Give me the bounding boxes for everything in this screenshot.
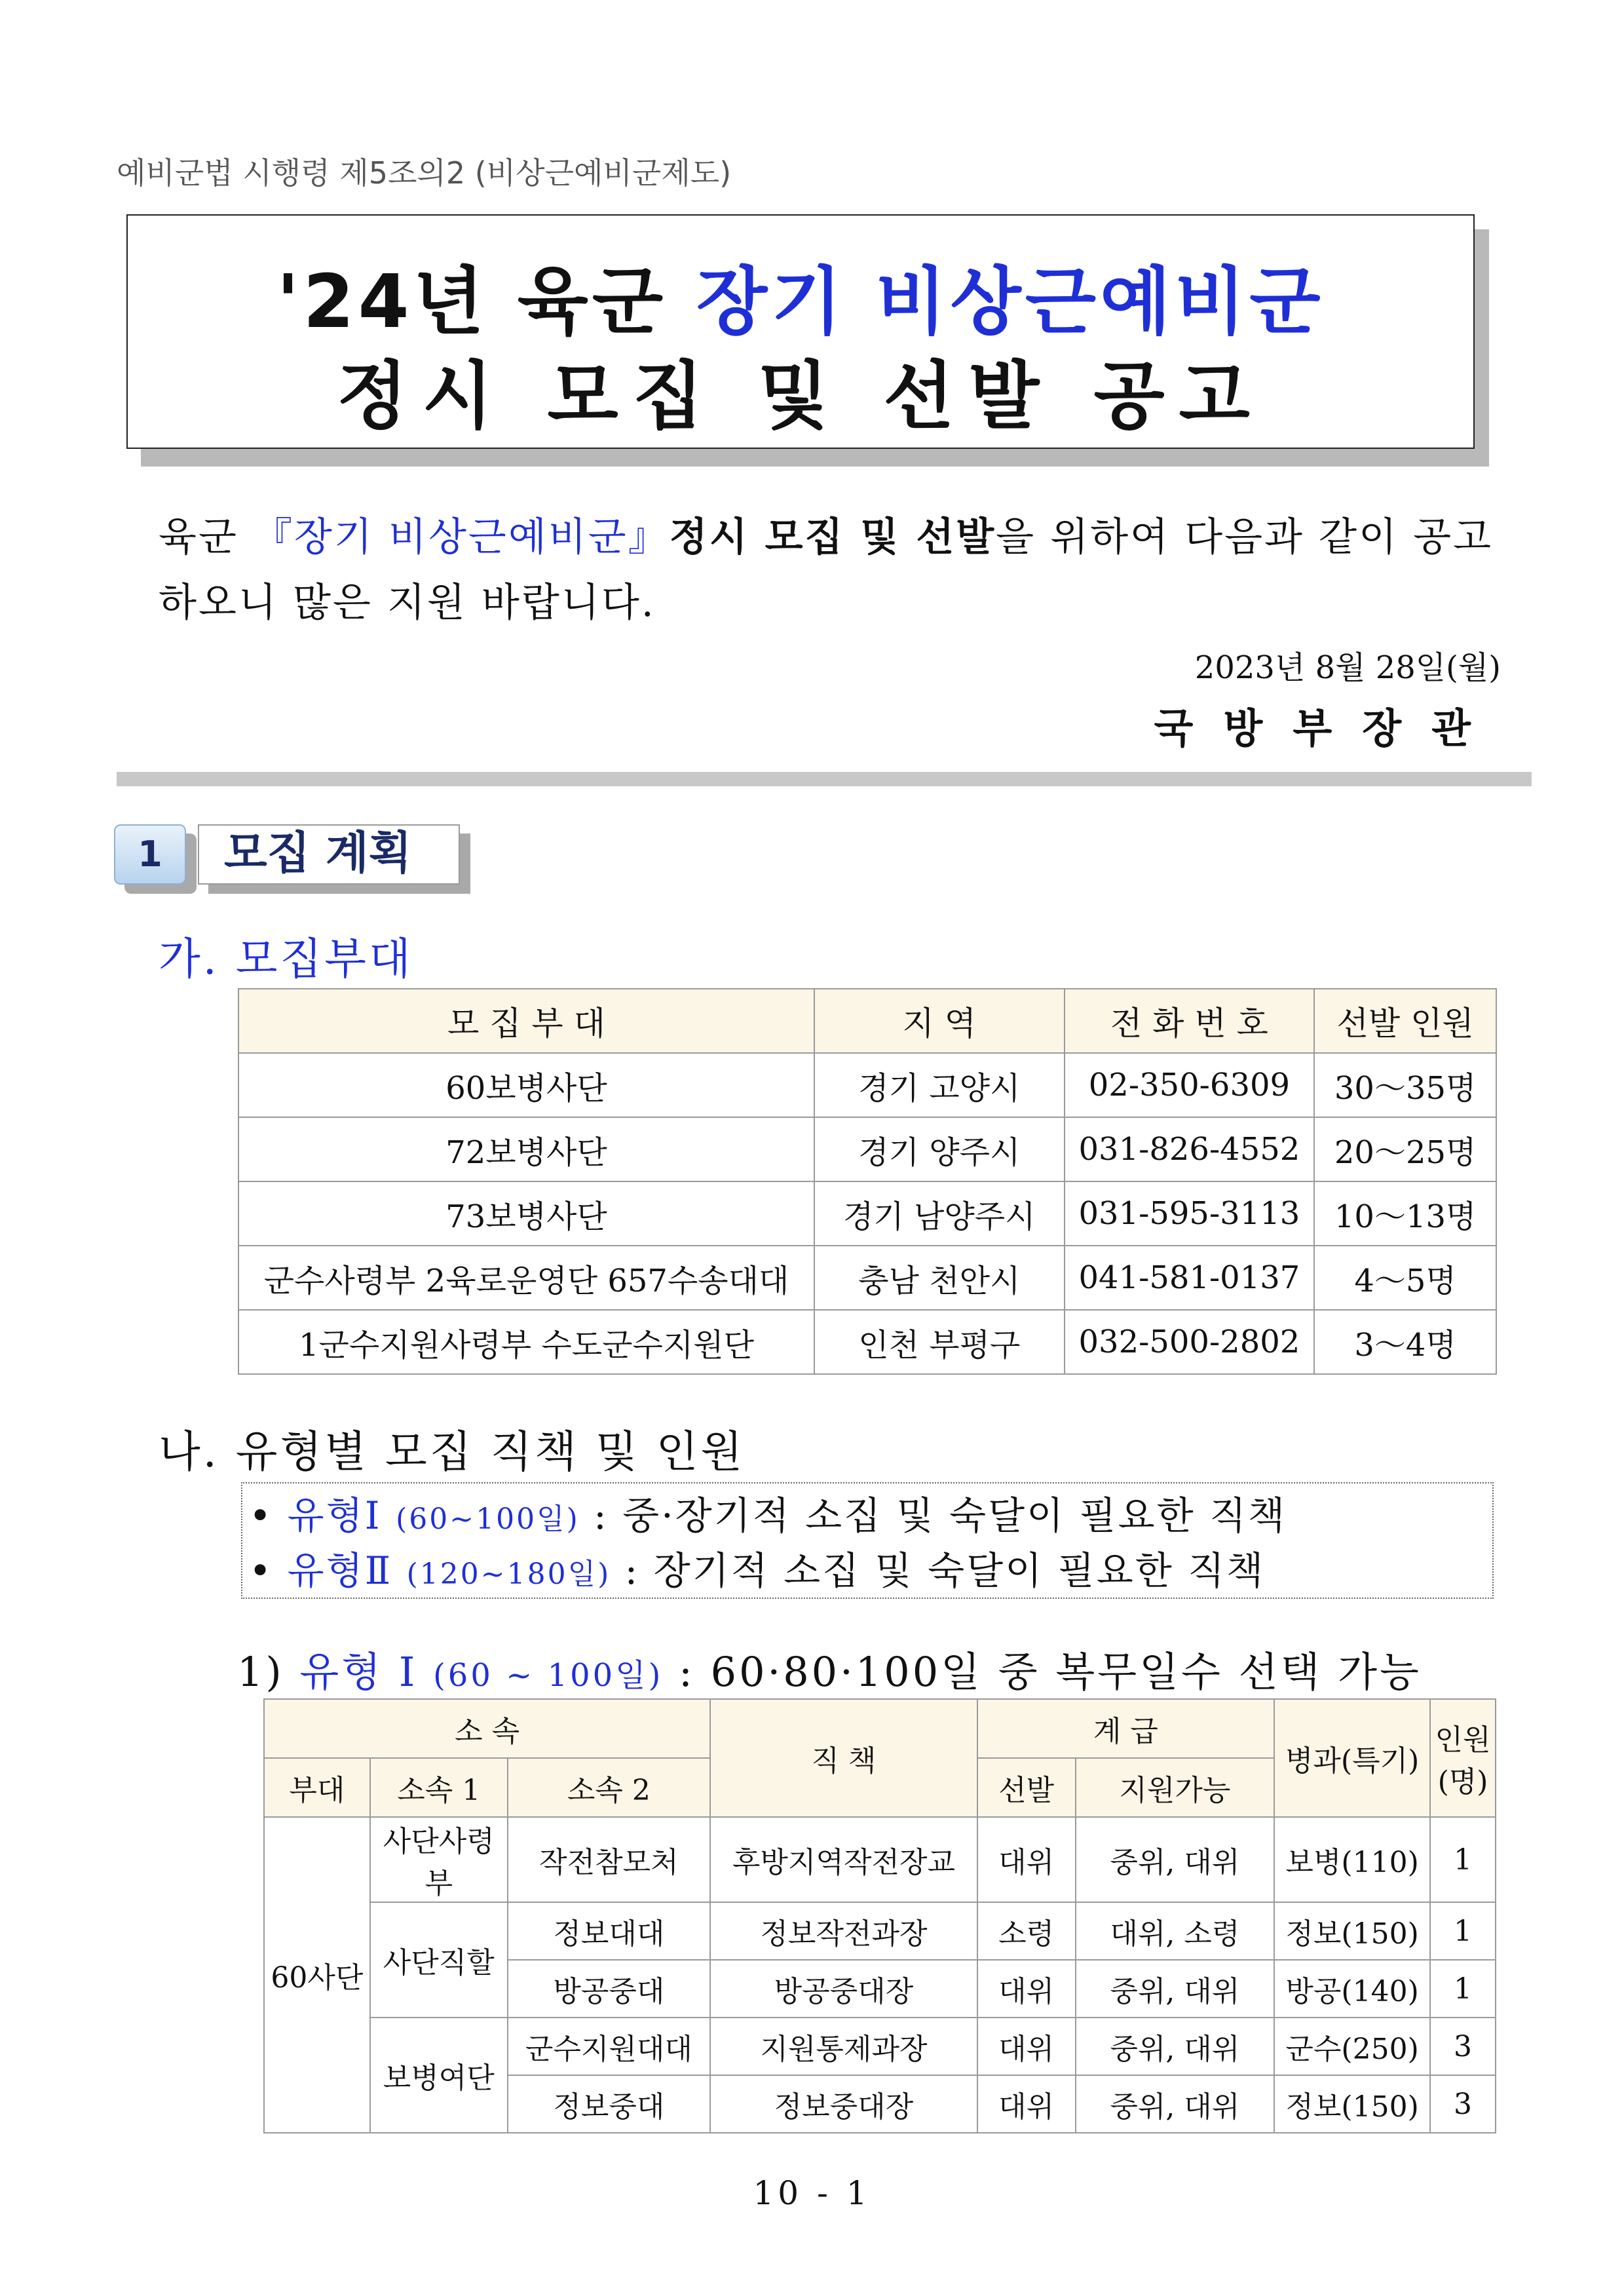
type-label: 유형Ⅱ <box>287 1548 393 1593</box>
header-unit: 부대 <box>264 1758 370 1817</box>
cell-unit: 군수사령부 2육로운영단 657수송대대 <box>238 1246 814 1310</box>
type-1-positions-table <box>263 1698 1496 2133</box>
title-prefix: '24년 육군 <box>276 259 697 345</box>
type-definitions-box <box>241 1482 1494 1599</box>
cell-branch: 방공(140) <box>1274 1960 1430 2018</box>
header-phone: 전 화 번 호 <box>1065 989 1315 1053</box>
cell-count: 10～13명 <box>1314 1181 1496 1246</box>
type-label: 유형Ⅰ <box>287 1493 382 1538</box>
subheading-recruiting-units: 가. 모집부대 <box>159 934 413 984</box>
cell-count: 1 <box>1430 1960 1496 2018</box>
cell-phone: 02-350-6309 <box>1065 1053 1315 1117</box>
cell-count: 1 <box>1430 1817 1496 1902</box>
title-line-1 <box>128 243 1473 349</box>
header-region: 지 역 <box>814 989 1065 1053</box>
header-duty: 직 책 <box>710 1699 977 1817</box>
title-highlight: 장기 비상근예비군 <box>696 259 1325 345</box>
cell-phone: 032-500-2802 <box>1065 1310 1315 1374</box>
header-affiliation-1: 소속 1 <box>370 1758 508 1817</box>
type-1-heading <box>237 1639 1422 1698</box>
cell-unit: 60사단 <box>264 1817 370 2133</box>
type-description: : 장기적 소집 및 숙달이 필요한 직책 <box>611 1548 1266 1593</box>
table-row <box>264 1817 1496 1902</box>
subheading-positions-by-type: 나. 유형별 모집 직책 및 인원 <box>159 1426 746 1477</box>
bullet: • <box>249 1493 274 1538</box>
header-unit: 모 집 부 대 <box>238 989 814 1053</box>
intro-paragraph <box>159 505 1501 636</box>
title-box <box>126 214 1475 449</box>
cell-affiliation-2: 군수지원대대 <box>508 2018 711 2075</box>
cell-unit: 60보병사단 <box>238 1053 814 1117</box>
cell-rank-selected: 소령 <box>977 1902 1076 1960</box>
bullet: • <box>249 1548 274 1593</box>
cell-branch: 군수(250) <box>1274 2018 1430 2075</box>
cell-affiliation-1: 사단직할 <box>370 1902 508 2018</box>
section-divider <box>117 772 1532 786</box>
table-header-row <box>238 989 1496 1053</box>
item-period: (60 ~ 100일) <box>433 1657 664 1694</box>
table-row <box>238 1117 1496 1181</box>
cell-rank-selected: 대위 <box>977 1817 1076 1902</box>
recruiting-units-table <box>238 988 1497 1375</box>
cell-region: 경기 고양시 <box>814 1053 1065 1117</box>
cell-rank-eligible: 대위, 소령 <box>1076 1902 1275 1960</box>
table-row <box>238 1246 1496 1310</box>
cell-region: 경기 남양주시 <box>814 1181 1065 1246</box>
cell-branch: 정보(150) <box>1274 2075 1430 2133</box>
cell-duty: 방공중대장 <box>710 1960 977 2018</box>
cell-phone: 031-826-4552 <box>1065 1117 1315 1181</box>
cell-duty: 지원통제과장 <box>710 2018 977 2075</box>
cell-affiliation-2: 방공중대 <box>508 1960 711 2018</box>
cell-duty: 후방지역작전장교 <box>710 1817 977 1902</box>
type-description: : 중·장기적 소집 및 숙달이 필요한 직책 <box>579 1493 1287 1538</box>
type-definition-1 <box>249 1490 1492 1545</box>
cell-region: 충남 천안시 <box>814 1246 1065 1310</box>
type-definition-2 <box>249 1545 1492 1600</box>
cell-rank-eligible: 중위, 대위 <box>1076 2018 1275 2075</box>
header-count: 선발 인원 <box>1314 989 1496 1053</box>
cell-duty: 정보작전과장 <box>710 1902 977 1960</box>
table-row <box>238 1053 1496 1117</box>
law-reference: 예비군법 시행령 제5조의2 (비상근예비군제도) <box>117 155 732 191</box>
cell-branch: 정보(150) <box>1274 1902 1430 1960</box>
item-label: 유형 Ⅰ <box>299 1648 418 1696</box>
type-period: (60~100일) <box>396 1502 580 1536</box>
intro-highlight: 『장기 비상근예비군』 <box>253 514 670 560</box>
cell-rank-selected: 대위 <box>977 1960 1076 2018</box>
title-line-2: 정시 모집 및 선발 공고 <box>337 354 1264 439</box>
header-affiliation: 소 속 <box>264 1699 710 1758</box>
cell-unit: 1군수지원사령부 수도군수지원단 <box>238 1310 814 1374</box>
cell-rank-eligible: 중위, 대위 <box>1076 1817 1275 1902</box>
cell-count: 3 <box>1430 2075 1496 2133</box>
cell-rank-eligible: 중위, 대위 <box>1076 2075 1275 2133</box>
cell-affiliation-1: 보병여단 <box>370 2018 508 2133</box>
cell-count: 4～5명 <box>1314 1246 1496 1310</box>
signature: 국방부장관 <box>1154 704 1501 752</box>
cell-affiliation-1: 사단사령부 <box>370 1817 508 1902</box>
cell-rank-eligible: 중위, 대위 <box>1076 1960 1275 2018</box>
section-title: 모집 계획 <box>198 824 460 885</box>
cell-count: 3 <box>1430 2018 1496 2075</box>
header-rank: 계 급 <box>977 1699 1274 1758</box>
header-affiliation-2: 소속 2 <box>508 1758 711 1817</box>
cell-unit: 72보병사단 <box>238 1117 814 1181</box>
table-row <box>264 1902 1496 1960</box>
cell-branch: 보병(110) <box>1274 1817 1430 1902</box>
cell-count: 20～25명 <box>1314 1117 1496 1181</box>
cell-region: 인천 부평구 <box>814 1310 1065 1374</box>
page-number: 10 - 1 <box>753 2174 871 2212</box>
header-rank-selected: 선발 <box>977 1758 1076 1817</box>
intro-prefix: 육군 <box>159 514 253 560</box>
item-number: 1) <box>237 1648 284 1696</box>
cell-region: 경기 양주시 <box>814 1117 1065 1181</box>
cell-phone: 041-581-0137 <box>1065 1246 1315 1310</box>
cell-affiliation-2: 정보중대 <box>508 2075 711 2133</box>
type-period: (120~180일) <box>406 1558 611 1591</box>
cell-duty: 정보중대장 <box>710 2075 977 2133</box>
header-count: 인원(명) <box>1430 1699 1496 1817</box>
section-number: 1 <box>114 824 186 885</box>
cell-count: 3～4명 <box>1314 1310 1496 1374</box>
cell-count: 30～35명 <box>1314 1053 1496 1117</box>
cell-count: 1 <box>1430 1902 1496 1960</box>
header-branch: 병과(특기) <box>1274 1699 1430 1817</box>
table-row <box>238 1310 1496 1374</box>
table-row <box>264 2018 1496 2075</box>
item-description: : 60·80·100일 중 복무일수 선택 가능 <box>663 1648 1422 1696</box>
cell-phone: 031-595-3113 <box>1065 1181 1315 1246</box>
announcement-date: 2023년 8월 28일(월) <box>1194 649 1501 686</box>
cell-affiliation-2: 작전참모처 <box>508 1817 711 1902</box>
cell-rank-selected: 대위 <box>977 2075 1076 2133</box>
header-rank-eligible: 지원가능 <box>1076 1758 1275 1817</box>
cell-affiliation-2: 정보대대 <box>508 1902 711 1960</box>
cell-rank-selected: 대위 <box>977 2018 1076 2075</box>
intro-bold: 정시 모집 및 선발 <box>669 514 996 560</box>
intro-suffix: 을 위하여 다음과 같이 공고하오니 많은 지원 바랍니다. <box>159 514 1494 626</box>
table-row <box>238 1181 1496 1246</box>
cell-unit: 73보병사단 <box>238 1181 814 1246</box>
